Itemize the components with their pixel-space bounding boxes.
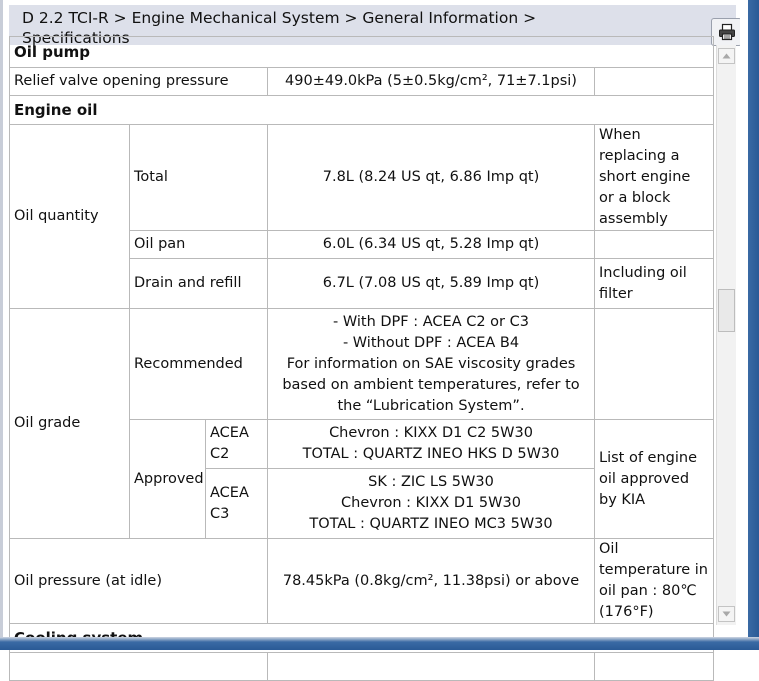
vertical-scrollbar[interactable]	[716, 45, 736, 625]
acea-c3-line: TOTAL : QUARTZ INEO MC3 5W30	[309, 516, 553, 532]
oil-quantity-label: Oil quantity	[10, 125, 130, 309]
oil-total-note: When replacing a short engine or a block assembly	[595, 125, 714, 231]
oil-pan-label: Oil pan	[130, 231, 268, 259]
acea-c2-line: TOTAL : QUARTZ INEO HKS D 5W30	[302, 446, 560, 462]
acea-c2-label: ACEA C2	[206, 420, 268, 469]
acea-c3-line: Chevron : KIXX D1 5W30	[341, 495, 521, 511]
recommended-value	[268, 309, 595, 420]
acea-c3-label: ACEA C3	[206, 469, 268, 539]
arrow-up-icon	[722, 53, 731, 59]
window-frame-right	[740, 0, 759, 650]
oil-pan-note	[595, 231, 714, 259]
oil-total-value: 7.8L (8.24 US qt, 6.86 Imp qt)	[268, 125, 595, 231]
acea-c2-value	[268, 420, 595, 469]
approved-label: Approved	[130, 420, 206, 539]
drain-refill-label: Drain and refill	[130, 259, 268, 309]
table-row	[10, 309, 714, 420]
oil-grade-label: Oil grade	[10, 309, 130, 539]
recommended-line: based on ambient temperatures, refer to	[282, 376, 580, 393]
recommended-line: the “Lubrication System”.	[337, 397, 525, 414]
scroll-thumb[interactable]	[718, 289, 735, 332]
printer-icon	[718, 23, 736, 41]
table-row	[10, 68, 714, 96]
recommended-line: - With DPF : ACEA C2 or C3	[333, 313, 529, 330]
relief-valve-note	[595, 68, 714, 96]
section-oil-pump: Oil pump	[10, 37, 714, 68]
breadcrumb-line-1: D 2.2 TCI-R > Engine Mechanical System > General Information >	[22, 9, 537, 27]
arrow-down-icon	[722, 611, 731, 617]
table-row	[10, 96, 714, 125]
recommended-note	[595, 309, 714, 420]
acea-c2-line: Chevron : KIXX D1 C2 5W30	[329, 425, 533, 441]
table-cell	[268, 653, 595, 681]
table-row	[10, 539, 714, 624]
window-frame-bottom	[0, 637, 759, 650]
recommended-line: For information on SAE viscosity grades	[286, 355, 576, 372]
scroll-down-button[interactable]	[718, 606, 735, 622]
acea-c3-line: SK : ZIC LS 5W30	[368, 474, 494, 490]
oil-pressure-note: Oil temperature in oil pan : 80℃ (176°F)	[595, 539, 714, 624]
recommended-label: Recommended	[130, 309, 268, 420]
relief-valve-value: 490±49.0kPa (5±0.5kg/cm², 71±7.1psi)	[268, 68, 595, 96]
table-row	[10, 653, 714, 681]
recommended-line: - Without DPF : ACEA B4	[342, 334, 520, 351]
relief-valve-label: Relief valve opening pressure	[10, 68, 268, 96]
oil-total-label: Total	[130, 125, 268, 231]
spec-content	[9, 42, 714, 625]
acea-c3-value	[268, 469, 595, 539]
breadcrumb-line-2: Specifications	[22, 29, 130, 47]
drain-refill-value: 6.7L (7.08 US qt, 5.89 Imp qt)	[268, 259, 595, 309]
oil-pressure-label: Oil pressure (at idle)	[10, 539, 268, 624]
print-button[interactable]	[711, 18, 742, 46]
approved-note: List of engine oil approved by KIA	[595, 420, 714, 539]
table-cell	[595, 653, 714, 681]
specification-table	[9, 36, 714, 681]
oil-pressure-value: 78.45kPa (0.8kg/cm², 11.38psi) or above	[268, 539, 595, 624]
table-cell	[10, 653, 268, 681]
scroll-up-button[interactable]	[718, 48, 735, 64]
table-row	[10, 125, 714, 231]
table-row	[10, 37, 714, 68]
section-engine-oil: Engine oil	[10, 96, 714, 125]
window-frame-left	[0, 0, 3, 650]
drain-refill-note: Including oil filter	[595, 259, 714, 309]
oil-pan-value: 6.0L (6.34 US qt, 5.28 Imp qt)	[268, 231, 595, 259]
